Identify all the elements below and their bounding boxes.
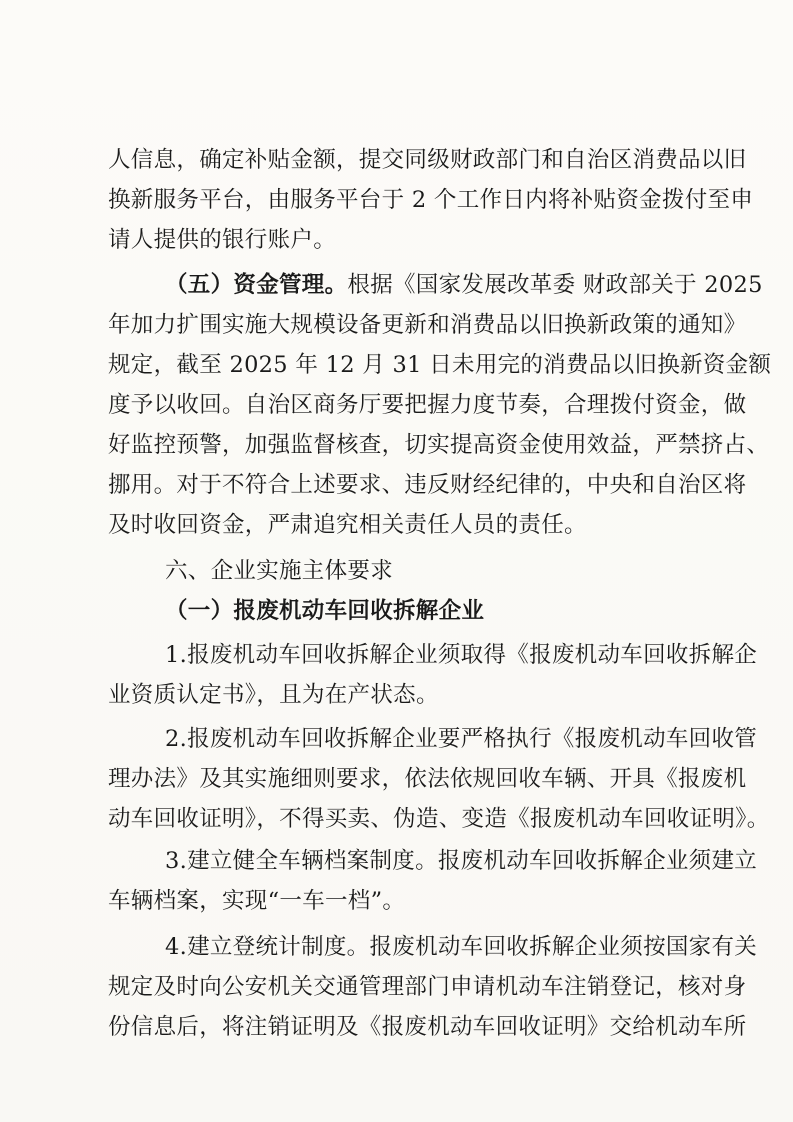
- text-line: 好监控预警，加强监督核查，切实提高资金使用效益，严禁挤占、: [108, 432, 770, 458]
- paragraph-5-first-line: [165, 270, 763, 300]
- text-line: 规定，截至 2025 年 12 月 31 日未用完的消费品以旧换新资金额: [108, 352, 772, 378]
- text-line: 4.建立登统计制度。报废机动车回收拆解企业须按国家有关: [165, 934, 758, 960]
- text-line: 动车回收证明》，不得买卖、伪造、变造《报废机动车回收证明》。: [108, 806, 770, 832]
- text-line: 业资质认定书》，且为在产状态。: [108, 682, 439, 708]
- text-line: 请人提供的银行账户。: [108, 227, 337, 253]
- text-line: 及时收回资金，严肃追究相关责任人员的责任。: [108, 512, 587, 538]
- section-heading-enterprise-requirements: 六、企业实施主体要求: [165, 558, 394, 584]
- subsection-heading-scrap-vehicle-enterprise: （一）报废机动车回收拆解企业: [165, 598, 485, 624]
- text-line: 年加力扩围实施大规模设备更新和消费品以旧换新政策的通知》: [108, 312, 747, 338]
- text-line: 份信息后，将注销证明及《报废机动车回收证明》交给机动车所: [108, 1014, 747, 1040]
- text-line: 2.报废机动车回收拆解企业要严格执行《报废机动车回收管: [165, 726, 758, 752]
- text-span: 根据《国家发展改革委 财政部关于 2025: [347, 272, 763, 298]
- text-line: 挪用。对于不符合上述要求、违反财经纪律的，中央和自治区将: [108, 472, 747, 498]
- text-line: 规定及时向公安机关交通管理部门申请机动车注销登记，核对身: [108, 974, 747, 1000]
- text-line: 车辆档案，实现“一车一档”。: [108, 888, 406, 914]
- text-line: 1.报废机动车回收拆解企业须取得《报废机动车回收拆解企: [165, 642, 758, 668]
- section-heading-funds-management: （五）资金管理。: [165, 272, 348, 298]
- text-line: 度予以收回。自治区商务厅要把握力度节奏，合理拨付资金，做: [108, 392, 747, 418]
- text-line: 人信息，确定补贴金额，提交同级财政部门和自治区消费品以旧: [108, 147, 747, 173]
- text-line: 理办法》及其实施细则要求，依法依规回收车辆、开具《报废机: [108, 766, 747, 792]
- text-line: 换新服务平台，由服务平台于 2 个工作日内将补贴资金拨付至申: [108, 187, 754, 213]
- text-line: 3.建立健全车辆档案制度。报废机动车回收拆解企业须建立: [165, 848, 758, 874]
